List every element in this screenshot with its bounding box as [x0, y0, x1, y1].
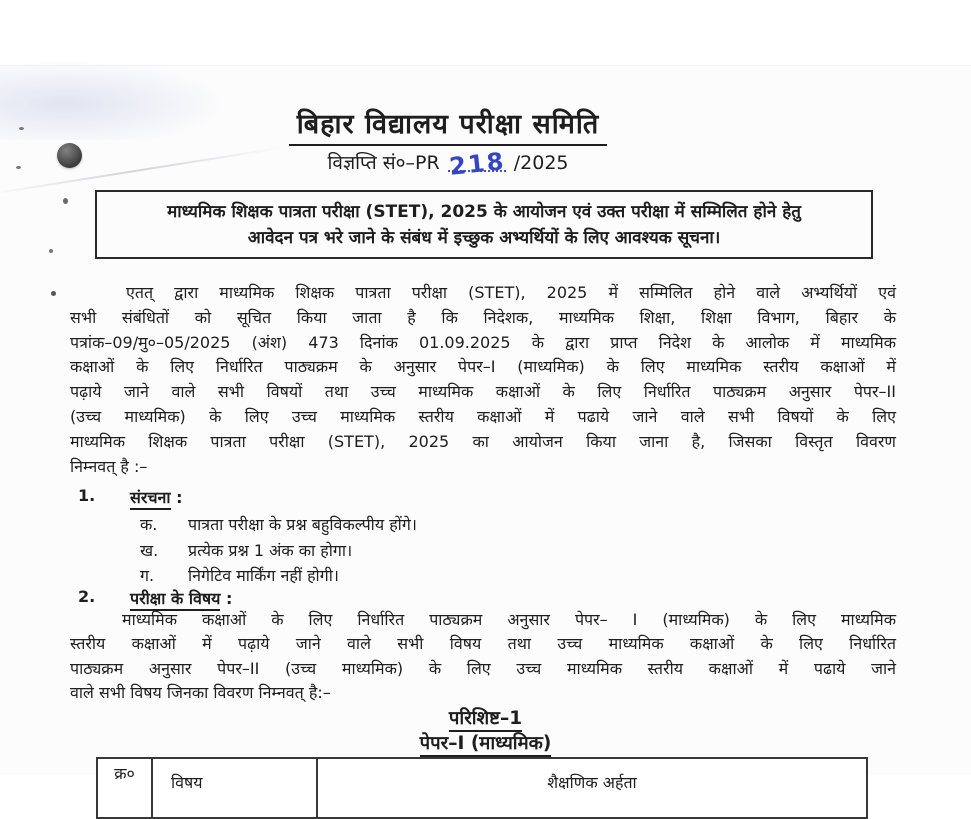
- section-subitem: [70, 539, 896, 565]
- intro-line: एतत् द्वारा माध्यमिक शिक्षक पात्रता परीक्षा (STET), 2025 में सम्मिलित होने वाले अभ्यर्थियों एवं: [126, 283, 896, 302]
- intro-line: कक्षाओं के लिए निर्धारित पाठ्यक्रम के अनुसार पेपर–I (माध्यमिक) के लिए माध्यमिक स्तरीय कक्षाओं में: [70, 357, 896, 377]
- section-subitem: [70, 564, 896, 590]
- intro-line: पढ़ाये जाने वाले सभी विषयों तथा उच्च माध्यमिक कक्षाओं के लिए निर्धारित पाठ्यक्रम अनुसार पेपर–II: [70, 382, 896, 402]
- notice-number-line: [0, 147, 896, 181]
- scan-speck: [51, 291, 56, 296]
- subitem-label: ख.: [140, 540, 159, 560]
- table-header-serial: क्र०: [98, 759, 153, 817]
- page-title: बिहार विद्यालय परीक्षा समिति: [289, 104, 607, 146]
- section-subitem: [70, 513, 896, 539]
- intro-line: माध्यमिक शिक्षक पात्रता परीक्षा (STET), 2025 का आयोजन किया जाना है, जिसका विस्तृत विवरण: [70, 431, 896, 451]
- intro-line: पत्रांक–09/मु०–05/2025 (अंश) 473 दिनांक 01.09.2025 के द्वारा प्राप्त निदेश के आलोक में माध्यमिक: [70, 332, 896, 352]
- appendix-title: परिशिष्ट–1: [0, 705, 971, 730]
- section2-line: स्तरीय कक्षाओं में पढ़ाये जाने वाले सभी विषय तथा उच्च माध्यमिक कक्षाओं के लिए निर्धारित: [70, 634, 896, 654]
- section2-line: वाले सभी विषय जिनका विवरण निम्नवत् है:–: [70, 683, 331, 703]
- subitem-text: प्रत्येक प्रश्न 1 अंक का होगा।: [188, 540, 353, 560]
- section-structure: [70, 486, 896, 590]
- section2-line: पाठ्यक्रम अनुसार पेपर–II (उच्च माध्यमिक) के लिए उच्च माध्यमिक स्तरीय कक्षाओं में पढाये जाने: [70, 658, 896, 678]
- section2-paragraph: [70, 608, 896, 706]
- notice-box: [95, 190, 873, 259]
- subitem-label: ग.: [140, 566, 155, 585]
- scan-speck: [63, 198, 68, 204]
- intro-paragraph: [70, 281, 896, 479]
- intro-line: सभी संबंधितों को सूचित किया जाता है कि निदेशक, माध्यमिक शिक्षा, शिक्षा विभाग, बिहार के: [70, 307, 896, 327]
- table-header-qualification: शैक्षणिक अर्हता: [547, 773, 637, 792]
- section-number: 1.: [78, 486, 96, 505]
- section2-line: माध्यमिक कक्षाओं के लिए निर्धारित पाठ्यक्रम अनुसार पेपर– I (माध्यमिक) के लिए माध्यमिक: [122, 610, 896, 629]
- subitem-label: क.: [140, 515, 158, 534]
- section-number: 2.: [78, 587, 96, 606]
- notice-box-line: आवेदन पत्र भरे जाने के संबंध में इच्छुक अभ्यर्थियों के लिए आवश्यक सूचना।: [247, 227, 721, 248]
- intro-line: (उच्च माध्यमिक) के लिए उच्च माध्यमिक स्तरीय कक्षाओं में पढाये जाने वाले सभी विषयों के लिए: [70, 406, 896, 426]
- notice-number-prefix: विज्ञप्ति सं०–PR: [327, 152, 440, 174]
- scan-speck: [49, 249, 53, 253]
- section-heading: परीक्षा के विषय :: [130, 587, 232, 609]
- subitem-text: पात्रता परीक्षा के प्रश्न बहुविकल्पीय होंगे।: [188, 515, 417, 534]
- notice-number-dotted-slot: [447, 147, 507, 181]
- section-heading: संरचना :: [130, 486, 183, 508]
- subitem-text: निगेटिव मार्किंग नहीं होगी।: [188, 566, 339, 585]
- notice-number-year: /2025: [513, 152, 569, 174]
- appendix-subtitle: पेपर–I (माध्यमिक): [0, 730, 971, 755]
- table-header-subject: विषय: [153, 759, 318, 817]
- handwritten-notice-number: 218: [447, 147, 507, 181]
- intro-line: निम्नवत् है :–: [70, 456, 148, 476]
- notice-box-line: माध्यमिक शिक्षक पात्रता परीक्षा (STET), 2025 के आयोजन एवं उक्त परीक्षा में सम्मिलित होने हेतु: [167, 201, 801, 222]
- subjects-table: [96, 757, 868, 819]
